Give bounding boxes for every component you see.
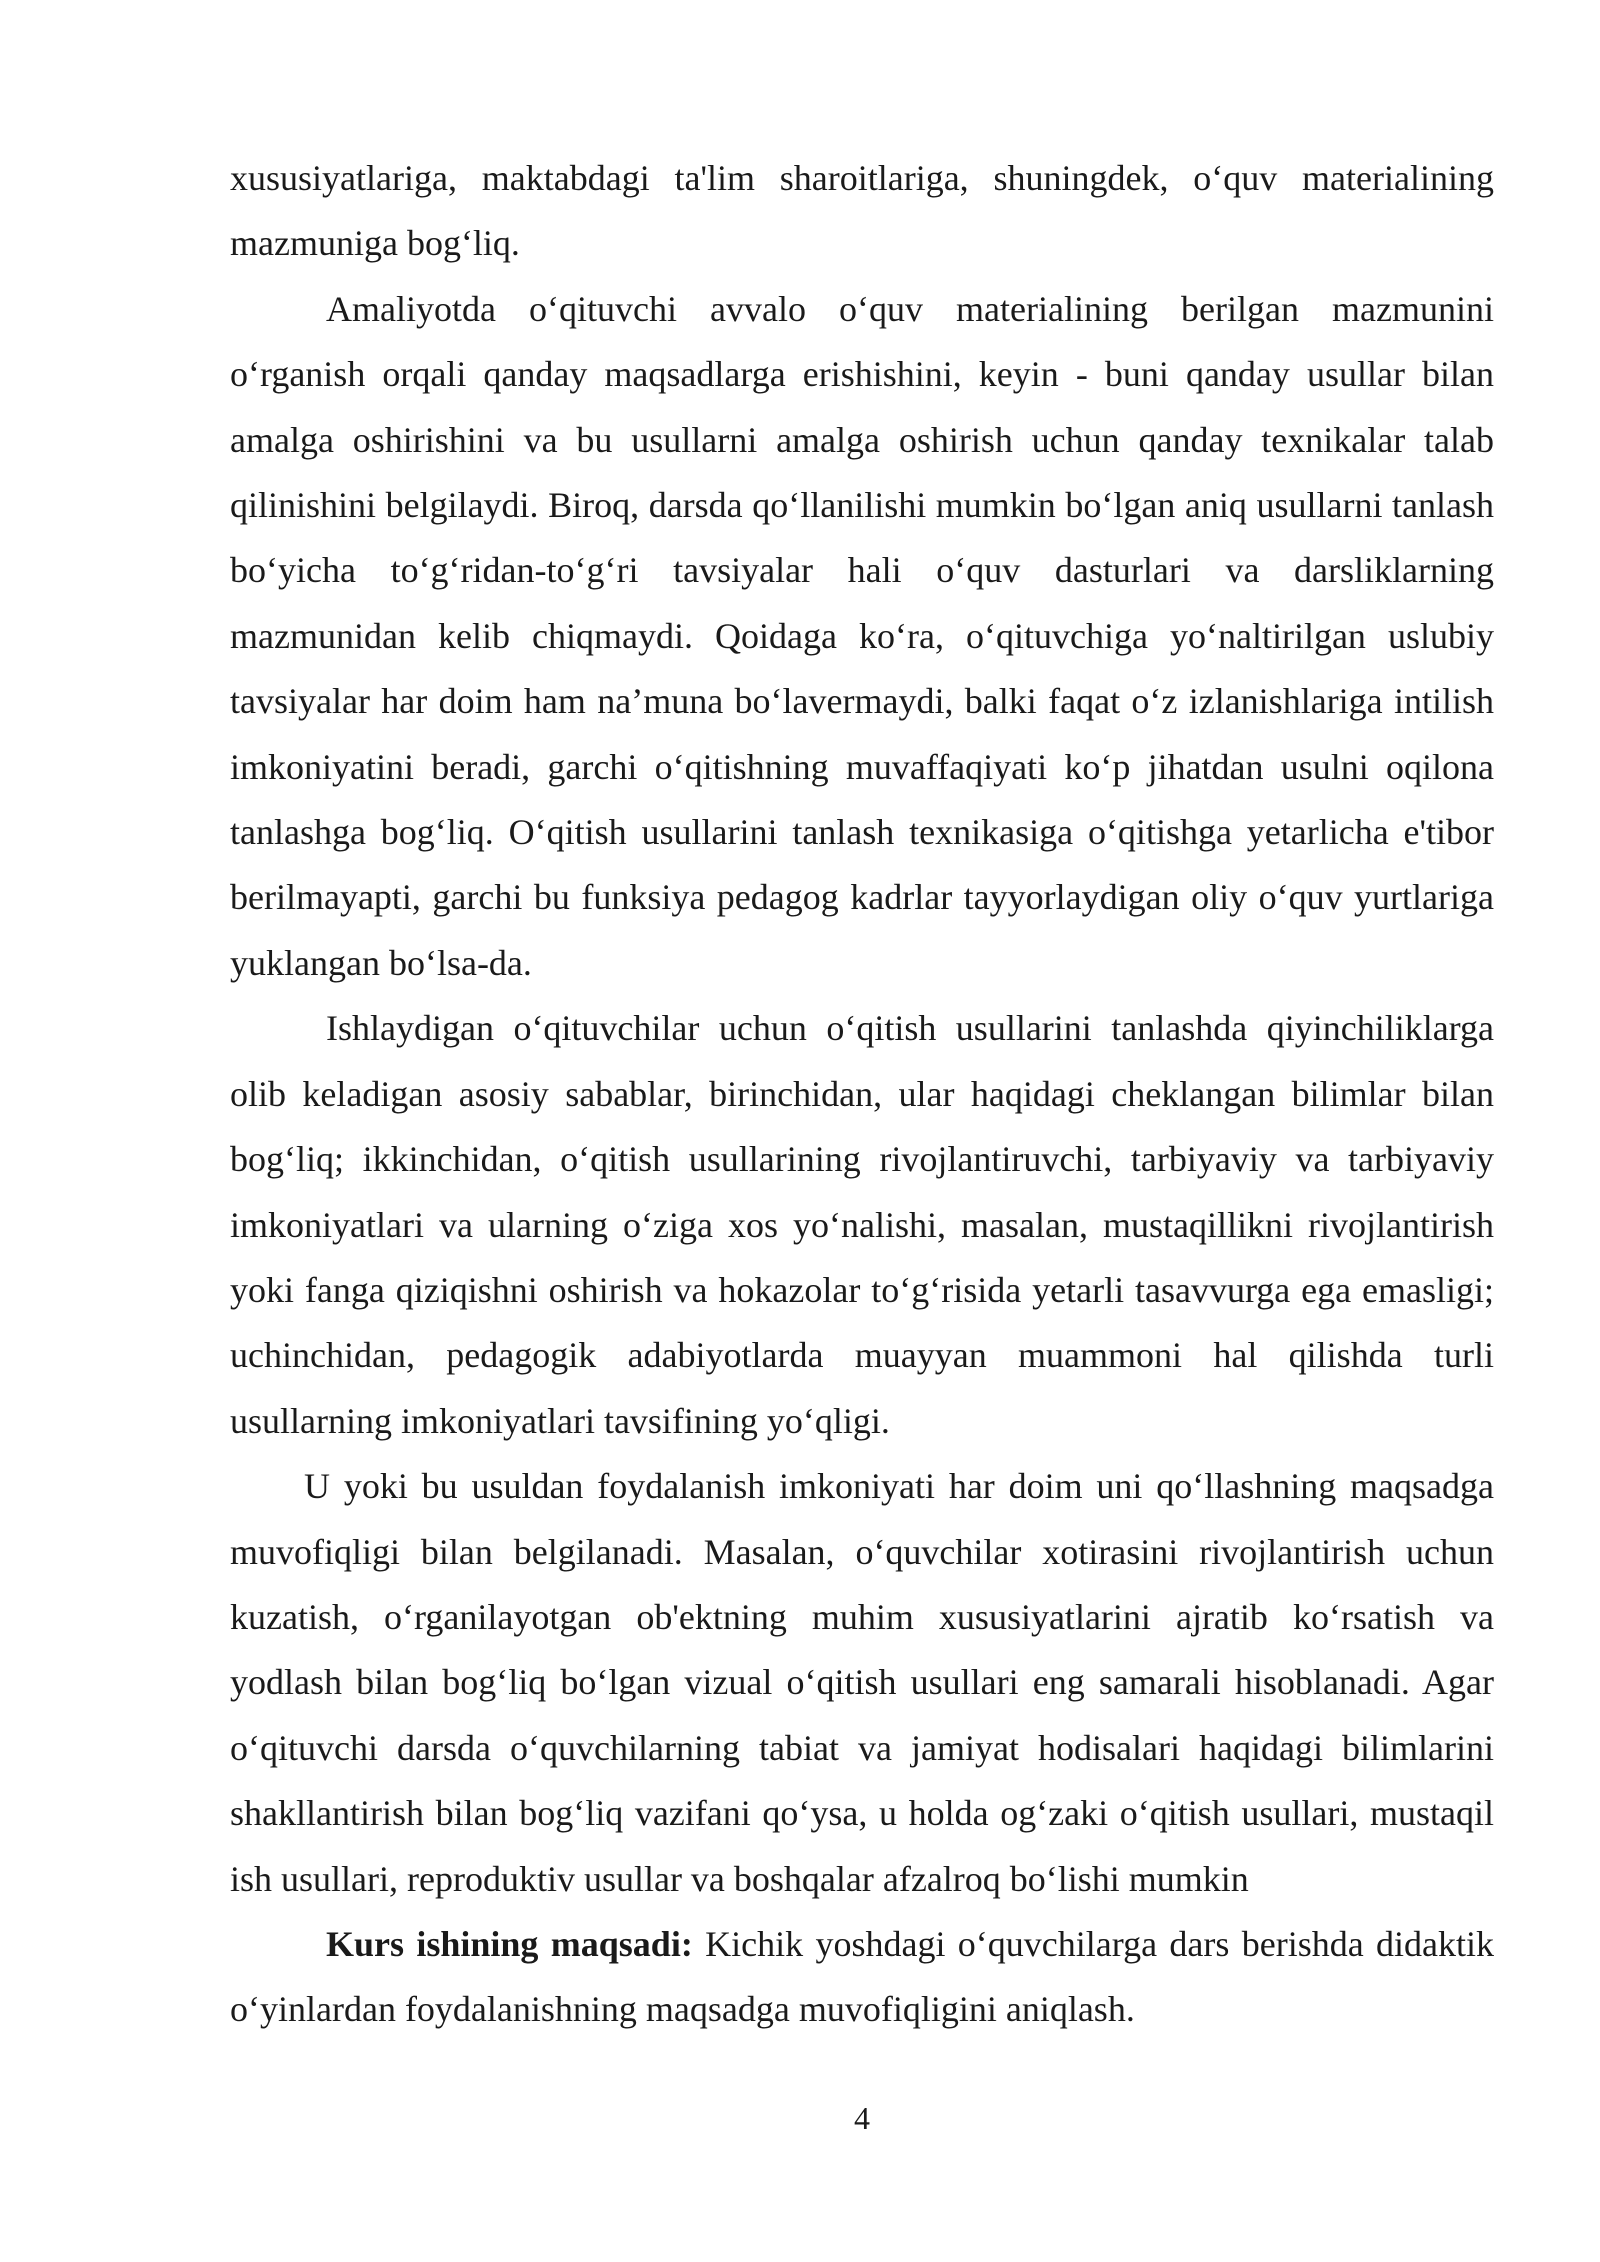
course-goal-label: Kurs ishining maqsadi:: [326, 1923, 693, 1964]
paragraph-practice: Amaliyotda o‘qituvchi avvalo o‘quv materialining berilgan mazmunini o‘rganish orqali qanday maqsadlarga erishishini, keyin - buni qanday usullar bilan amalga oshirishini va bu usullarni amalga oshirish uchun qanday texnikalar talab qilinishini belgilaydi. Biroq, darsda qo‘llanilishi mumkin bo‘lgan aniq usullarni tanlash bo‘yicha to‘g‘ridan-to‘g‘ri tavsiyalar hali o‘quv dasturlari va darsliklarning mazmunidan kelib chiqmaydi. Qoidaga ko‘ra, o‘qituvchiga yo‘naltirilgan uslubiy tavsiyalar har doim ham na’muna bo‘lavermaydi, balki faqat o‘z izlanishlariga intilish imkoniyatini beradi, garchi o‘qitishning muvaffaqiyati ko‘p jihatdan usulni oqilona tanlashga bog‘liq. O‘qitish usullarini tanlash texnikasiga o‘qitishga yetarlicha e'tibor berilmayapti, garchi bu funksiya pedagog kadrlar tayyorlaydigan oliy o‘quv yurtlariga yuklangan bo‘lsa-da.: [230, 288, 1494, 983]
page-number: 4: [854, 2100, 870, 2136]
paragraph-method-choice: U yoki bu usuldan foydalanish imkoniyati har doim uni qo‘llashning maqsadga muvofiqligi bilan belgilanadi. Masalan, o‘quvchilar xotirasini rivojlantirish uchun kuzatish, o‘rganilayotgan ob'ektning muhim xususiyatlarini ajratib ko‘rsatish va yodlash bilan bog‘liq bo‘lgan vizual o‘qitish usullari eng samarali hisoblanadi. Agar o‘qituvchi darsda o‘quvchilarning tabiat va jamiyat hodisalari haqidagi bilimlarini shakllantirish bilan bog‘liq vazifani qo‘ysa, u holda og‘zaki o‘qitish usullari, mustaqil ish usullari, reproduktiv usullar va boshqalar afzalroq bo‘lishi mumkin: [230, 1466, 1494, 1899]
course-goal-text: Kichik yoshdagi o‘quvchilarga dars berishda didaktik o‘yinlardan foydalanishning maqsadga muvofiqligini aniqlash.: [230, 1923, 1495, 2030]
paragraph-course-goal: [230, 1912, 1494, 2043]
body-text: [230, 146, 1494, 2043]
paragraph-continued: xususiyatlariga, maktabdagi ta'lim sharoitlariga, shuningdek, o‘quv materialining mazmuniga bog‘liq.: [230, 158, 1494, 264]
paragraph-difficulties: Ishlaydigan o‘qituvchilar uchun o‘qitish usullarini tanlashda qiyinchiliklarga olib keladigan asosiy sabablar, birinchidan, ular haqidagi cheklangan bilimlar bilan bog‘liq; ikkinchidan, o‘qitish usullarining rivojlantiruvchi, tarbiyaviy va tarbiyaviy imkoniyatlari va ularning o‘ziga xos yo‘nalishi, masalan, mustaqillikni rivojlantirish yoki fanga qiziqishni oshirish va hokazolar to‘g‘risida yetarli tasavvurga ega emasligi; uchinchidan, pedagogik adabiyotlarda muayyan muammoni hal qilishda turli usullarning imkoniyatlari tavsifining yo‘qligi.: [230, 1008, 1494, 1441]
